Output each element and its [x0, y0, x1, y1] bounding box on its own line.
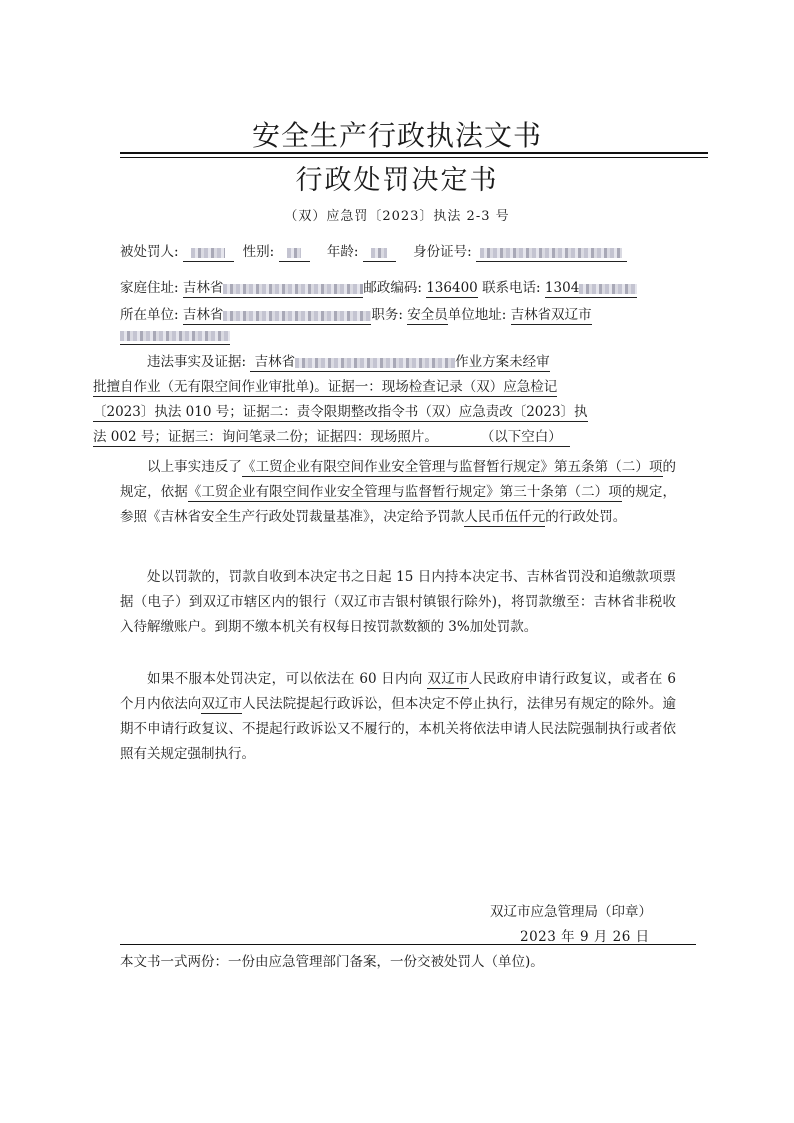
redacted-id-number	[480, 248, 622, 258]
position-label: 职务:	[371, 307, 403, 323]
employer-address-continued	[120, 327, 230, 345]
appeal-section: 如果不服本处罚决定，可以依法在 60 日内向 双辽市人民政府申请行政复议，或者在 6 个月内依法向双辽市人民法院提起行政诉讼，但本决定不停止执行，法律另有规定的除外。逾期不申请行政复议、不提起行政诉讼又不履行的，本机关将依法申请人民法院强制执行或者依照有关规定强制执行。	[120, 671, 676, 762]
postcode-value: 136400	[426, 280, 478, 296]
footer-rule	[120, 944, 696, 945]
appeal-government: 双辽市	[427, 671, 469, 687]
header-rule-thick	[120, 152, 708, 154]
redacted-age	[371, 248, 387, 258]
facts-value: 吉林省 作业方案未经审	[250, 354, 549, 372]
payment-section: 处以罚款的，罚款自收到本决定书之日起 15 日内持本决定书、吉林省罚没和追缴款项票据（电子）到双辽市辖区内的银行（双辽市吉银村镇银行除外)，将罚款缴至：吉林省非税收入待解缴账户。到期不缴本机关有权每日按罚款数额的 3%加处罚款。	[120, 569, 676, 635]
blank-mark: （以下空白）	[480, 429, 562, 445]
party-name-value	[183, 244, 234, 262]
appeal-court: 双辽市	[201, 696, 243, 712]
regulation-applied: 《工贸企业有限空间作业安全管理与监督暂行规定》第三十条第（二）项	[187, 484, 622, 500]
document-number: （双）应急罚〔2023〕执法 2-3 号	[284, 209, 510, 224]
phone-label: 联系电话:	[482, 280, 541, 296]
redacted-employer	[223, 311, 371, 321]
redacted-address	[223, 284, 363, 294]
document-title: 行政处罚决定书	[295, 165, 499, 196]
employer-value: 吉林省	[183, 307, 372, 325]
document-category-title: 安全生产行政执法文书	[251, 119, 542, 152]
issuer-seal: 双辽市应急管理局（印章）	[490, 904, 652, 920]
regulation-violated: 《工贸企业有限空间作业安全管理与监督暂行规定》第五条第（二）项	[241, 459, 663, 475]
postcode-label: 邮政编码:	[363, 280, 422, 296]
party-line-2	[120, 276, 637, 296]
facts-section	[93, 350, 676, 450]
employer-address-label: 单位地址:	[447, 307, 507, 323]
party-age-label: 年龄:	[326, 244, 359, 260]
party-name-label: 被处罚人:	[120, 244, 179, 260]
phone-value: 1304	[545, 280, 637, 298]
address-value: 吉林省	[183, 280, 364, 298]
party-line-4	[120, 327, 230, 343]
redacted-gender	[287, 248, 301, 258]
party-line-1	[120, 240, 627, 260]
violation-section: 以上事实违反了《工贸企业有限空间作业安全管理与监督暂行规定》第五条第（二）项的规定，依据《工贸企业有限空间作业安全管理与监督暂行规定》第三十条第（二）项的规定，参照《吉林省安全生产行政处罚裁量基准》，决定给予罚款人民币伍仟元的行政处罚。	[120, 459, 677, 525]
party-id-value	[476, 244, 627, 262]
facts-line-2: 批擅自作业（无有限空间作业审批单)。证据一：现场检查记录（双）应急检记	[93, 379, 558, 395]
redacted-name	[191, 248, 225, 258]
address-label: 家庭住址:	[120, 280, 179, 296]
party-gender-label: 性别:	[242, 244, 275, 260]
facts-line-3: 〔2023〕执法 010 号；证据二：责令限期整改指令书（双）应急责改〔2023〕执	[93, 404, 588, 420]
redacted-company	[295, 358, 455, 368]
facts-label: 违法事实及证据:	[147, 354, 247, 370]
issue-date: 2023 年 9 月 26 日	[520, 929, 650, 945]
redacted-phone	[579, 284, 637, 294]
position-value: 安全员	[407, 307, 448, 323]
redacted-employer-address	[120, 331, 230, 341]
party-gender-value	[279, 244, 310, 262]
party-age-value	[363, 244, 396, 262]
party-line-3	[120, 303, 592, 323]
fine-amount: 人民币伍仟元	[464, 509, 546, 525]
footer-note: 本文书一式两份：一份由应急管理部门备案，一份交被处罚人（单位)。	[120, 954, 544, 970]
employer-address-value: 吉林省双辽市	[510, 307, 592, 323]
party-id-label: 身份证号:	[413, 244, 472, 260]
facts-line-4: 法 002 号；证据三：询问笔录二份；证据四：现场照片。 （以下空白）	[93, 429, 570, 447]
employer-label: 所在单位:	[120, 307, 179, 323]
